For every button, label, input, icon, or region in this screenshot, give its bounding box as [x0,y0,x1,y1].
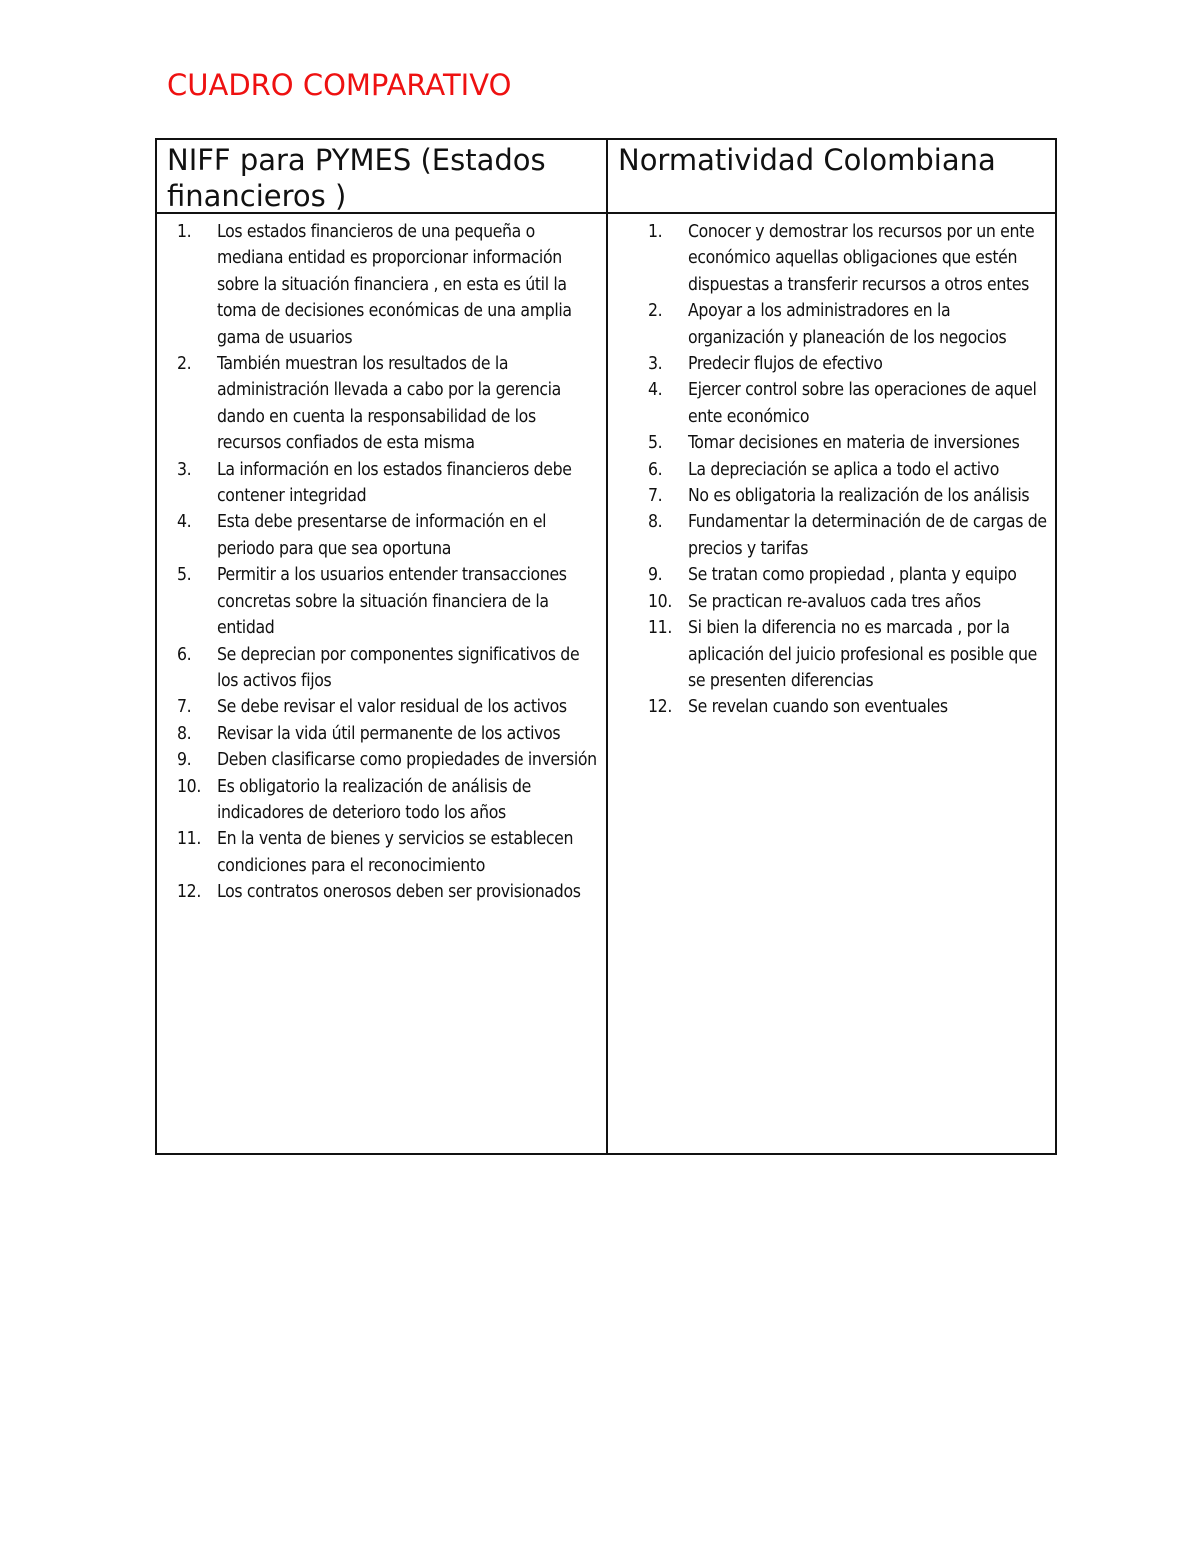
list-item [177,747,602,773]
list-item [648,219,1048,298]
item-text: Se revelan cuando son eventuales [688,697,948,718]
item-text: Conocer y demostrar los recursos por un ente económico aquellas obligaciones que estén dispuestas a transferir recursos a otros entes [688,222,1035,295]
list-item [177,826,602,879]
item-text: Los estados financieros de una pequeña o mediana entidad es proporcionar información sobre la situación financiera , en esta es útil la toma de decisiones económicas de una amplia gama de usuarios [217,222,572,348]
item-number: 4. [177,512,192,533]
item-number: 11. [648,618,672,639]
list-item [177,721,602,747]
item-text: Se tratan como propiedad , planta y equipo [688,565,1017,586]
comparison-table [155,138,1057,1155]
item-number: 9. [648,565,663,586]
item-number: 7. [177,697,192,718]
item-number: 8. [177,723,192,744]
item-text: Se practican re-avaluos cada tres años [688,591,981,612]
right-column-list [648,219,1048,721]
right-column-header: Normatividad Colombiana [618,143,996,177]
item-text: Predecir flujos de efectivo [688,354,883,375]
item-text: Los contratos onerosos deben ser provisionados [217,882,581,903]
item-number: 10. [177,776,201,797]
list-item [177,774,602,827]
item-text: En la venta de bienes y servicios se establecen condiciones para el reconocimiento [217,829,574,876]
item-text: Fundamentar la determinación de de cargas de precios y tarifas [688,512,1047,559]
item-number: 2. [177,354,192,375]
list-item [648,298,1048,351]
list-item [648,430,1048,456]
document-title: CUADRO COMPARATIVO [167,68,512,102]
item-number: 6. [648,459,663,480]
column-divider [606,140,608,1153]
list-item [648,483,1048,509]
list-item [177,509,602,562]
list-item [648,589,1048,615]
item-text: La depreciación se aplica a todo el activo [688,459,1000,480]
item-number: 3. [177,459,192,480]
list-item [648,694,1048,720]
left-column-list [177,219,602,906]
list-item [177,642,602,695]
item-text: Ejercer control sobre las operaciones de aquel ente económico [688,380,1037,427]
item-text: Es obligatorio la realización de análisis de indicadores de deterioro todo los años [217,776,531,823]
item-number: 8. [648,512,663,533]
item-text: Se deprecian por componentes significativos de los activos fijos [217,644,580,691]
item-number: 6. [177,644,192,665]
item-number: 5. [648,433,663,454]
item-text: Revisar la vida útil permanente de los activos [217,723,561,744]
item-number: 12. [648,697,672,718]
list-item [177,457,602,510]
list-item [648,351,1048,377]
item-text: Permitir a los usuarios entender transacciones concretas sobre la situación financiera de la entidad [217,565,567,639]
item-number: 5. [177,565,192,586]
list-item [648,509,1048,562]
list-item [177,694,602,720]
item-text: Esta debe presentarse de información en el periodo para que sea oportuna [217,512,547,559]
item-text: Se debe revisar el valor residual de los activos [217,697,567,718]
item-text: No es obligatoria la realización de los análisis [688,486,1030,507]
left-column-header: NIFF para PYMES (Estados financieros ) [167,143,546,213]
item-number: 9. [177,750,192,771]
list-item [648,377,1048,430]
item-number: 4. [648,380,663,401]
item-number: 11. [177,829,201,850]
item-number: 12. [177,882,201,903]
item-text: También muestran los resultados de la administración llevada a cabo por la gerencia dando en cuenta la responsabilidad de los recursos confiados de esta misma [217,354,561,454]
item-number: 2. [648,301,663,322]
list-item [648,562,1048,588]
list-item [177,879,602,905]
item-text: Apoyar a los administradores en la organización y planeación de los negocios [688,301,1007,348]
item-number: 3. [648,354,663,375]
item-number: 1. [177,222,192,242]
list-item [648,457,1048,483]
item-number: 10. [648,591,672,612]
list-item [648,615,1048,694]
list-item [177,562,602,641]
item-number: 1. [648,222,663,242]
item-text: La información en los estados financieros debe contener integridad [217,459,572,507]
item-text: Deben clasificarse como propiedades de inversión [217,750,597,771]
item-number: 7. [648,486,663,507]
item-text: Tomar decisiones en materia de inversiones [688,433,1020,454]
list-item [177,219,602,351]
list-item [177,351,602,457]
item-text: Si bien la diferencia no es marcada , por la aplicación del juicio profesional es posible que se presenten diferencias [688,618,1037,691]
